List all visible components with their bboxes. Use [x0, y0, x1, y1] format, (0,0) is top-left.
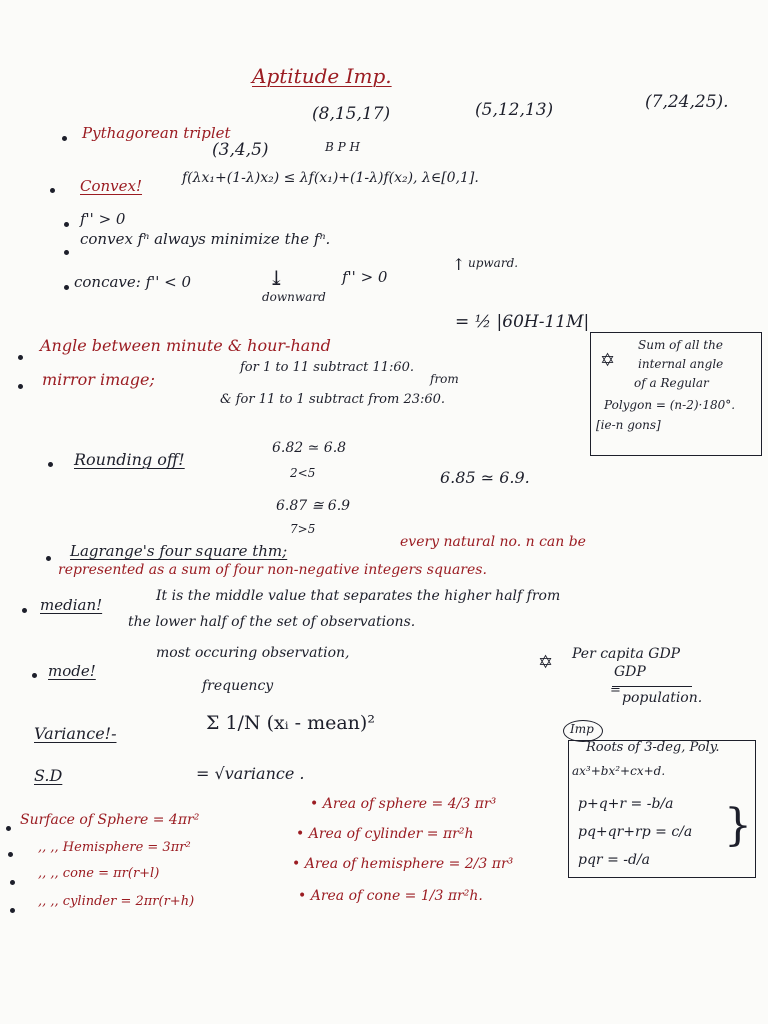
area-sphere: • Area of sphere = 4/3 πr³	[310, 796, 497, 812]
pythagorean-triplet-3: (7,24,25).	[645, 92, 729, 112]
roots-product: pqr = -d/a	[578, 852, 651, 868]
bullet	[10, 908, 15, 913]
up-arrow-icon: ↑	[452, 255, 466, 274]
surface-sphere: Surface of Sphere = 4πr²	[20, 812, 200, 828]
convex-second-derivative: f'' > 0	[80, 210, 126, 228]
mode-line-1: most occuring observation,	[156, 645, 350, 661]
downward-label: downward	[262, 290, 326, 304]
rounding-label: Rounding off!	[74, 450, 185, 469]
polygon-note: [ie-n gons]	[596, 418, 661, 432]
imp-tag-label: Imp	[570, 722, 594, 736]
bullet	[6, 826, 11, 831]
roots-title: Roots of 3-deg, Poly.	[586, 740, 720, 755]
median-line-1: It is the middle value that separates the higher half from	[156, 588, 561, 604]
bullet	[64, 250, 69, 255]
brace-icon: }	[724, 800, 752, 851]
polygon-formula: Polygon = (n-2)·180°.	[604, 398, 736, 412]
convex-label: Convex!	[80, 177, 143, 195]
pythagorean-triplet-4: (3,4,5)	[212, 140, 269, 160]
mirror-label: mirror image;	[42, 370, 155, 389]
pythagorean-triplet-2: (5,12,13)	[475, 100, 554, 120]
pythagorean-bph: B P H	[325, 140, 360, 154]
bullet	[18, 384, 23, 389]
concave-second-derivative: f'' > 0	[342, 268, 388, 286]
page-title: Aptitude Imp.	[252, 64, 392, 88]
polygon-line-1: Sum of all the	[638, 338, 723, 352]
rounding-example-2: 6.85 ≃ 6.9.	[440, 468, 530, 487]
bullet	[10, 880, 15, 885]
roots-pair-sum: pq+qr+rp = c/a	[578, 824, 693, 840]
bullet	[48, 462, 53, 467]
median-line-2: the lower half of the set of observations.	[128, 614, 416, 630]
angle-formula: = ½ |60H-11M|	[455, 312, 590, 332]
star-icon: ✡	[600, 350, 616, 371]
area-hemisphere: • Area of hemisphere = 2/3 πr³	[292, 856, 514, 872]
area-cone: • Area of cone = 1/3 πr²h.	[298, 888, 483, 904]
mode-label: mode!	[48, 662, 96, 680]
mode-line-2: frequency	[202, 678, 274, 694]
surface-cylinder: ,, ,, cylinder = 2πr(r+h)	[38, 894, 195, 909]
mirror-rule-1: for 1 to 11 subtract 11:60.	[240, 360, 415, 375]
convex-formula: f(λx₁+(1-λ)x₂) ≤ λf(x₁)+(1-λ)f(x₂), λ∈[0,1].	[182, 170, 479, 186]
down-arrow-icon: ⤓	[268, 266, 285, 290]
bullet	[64, 222, 69, 227]
concave-label: concave: f'' < 0	[74, 273, 192, 291]
bullet	[18, 355, 23, 360]
mirror-from: from	[430, 372, 459, 386]
bullet	[64, 285, 69, 290]
rounding-example-1-note: 2<5	[290, 466, 316, 480]
fraction-bar	[612, 686, 692, 687]
pythagorean-triplet-1: (8,15,17)	[312, 104, 391, 124]
bullet	[62, 136, 67, 141]
gdp-equals: =	[610, 683, 621, 698]
lagrange-line-1: every natural no. n can be	[400, 534, 586, 550]
bullet	[8, 852, 13, 857]
gdp-denominator: population.	[622, 690, 703, 706]
mirror-rule-2: & for 11 to 1 subtract from 23:60.	[220, 392, 446, 407]
variance-label: Variance!-	[34, 724, 117, 743]
roots-polynomial: ax³+bx²+cx+d.	[572, 764, 666, 778]
gdp-numerator: GDP	[614, 664, 646, 680]
surface-cone: ,, ,, cone = πr(r+l)	[38, 866, 160, 881]
rounding-example-3-note: 7>5	[290, 522, 316, 536]
lagrange-line-2: represented as a sum of four non-negative integers squares.	[58, 562, 487, 578]
variance-formula: Σ 1/N (xᵢ - mean)²	[206, 712, 375, 734]
rounding-example-3: 6.87 ≅ 6.9	[276, 498, 351, 514]
upward-label: upward.	[468, 256, 519, 270]
convex-minimize-note: convex fⁿ always minimize the fⁿ.	[80, 230, 331, 248]
gdp-label: Per capita GDP	[572, 646, 681, 662]
polygon-line-3: of a Regular	[634, 376, 709, 390]
sd-label: S.D	[34, 766, 63, 785]
angle-label: Angle between minute & hour-hand	[40, 336, 331, 355]
lagrange-label: Lagrange's four square thm;	[70, 542, 288, 560]
pythagorean-label: Pythagorean triplet	[82, 124, 231, 142]
surface-hemisphere: ,, ,, Hemisphere = 3πr²	[38, 840, 191, 855]
star-icon: ✡	[538, 652, 554, 673]
bullet	[46, 556, 51, 561]
roots-sum: p+q+r = -b/a	[578, 796, 674, 812]
bullet	[22, 608, 27, 613]
area-cylinder: • Area of cylinder = πr²h	[296, 826, 474, 842]
median-label: median!	[40, 596, 103, 614]
polygon-line-2: internal angle	[638, 357, 724, 371]
rounding-example-1: 6.82 ≃ 6.8	[272, 440, 347, 456]
bullet	[32, 673, 37, 678]
sd-formula: = √variance .	[196, 764, 305, 783]
bullet	[50, 188, 55, 193]
